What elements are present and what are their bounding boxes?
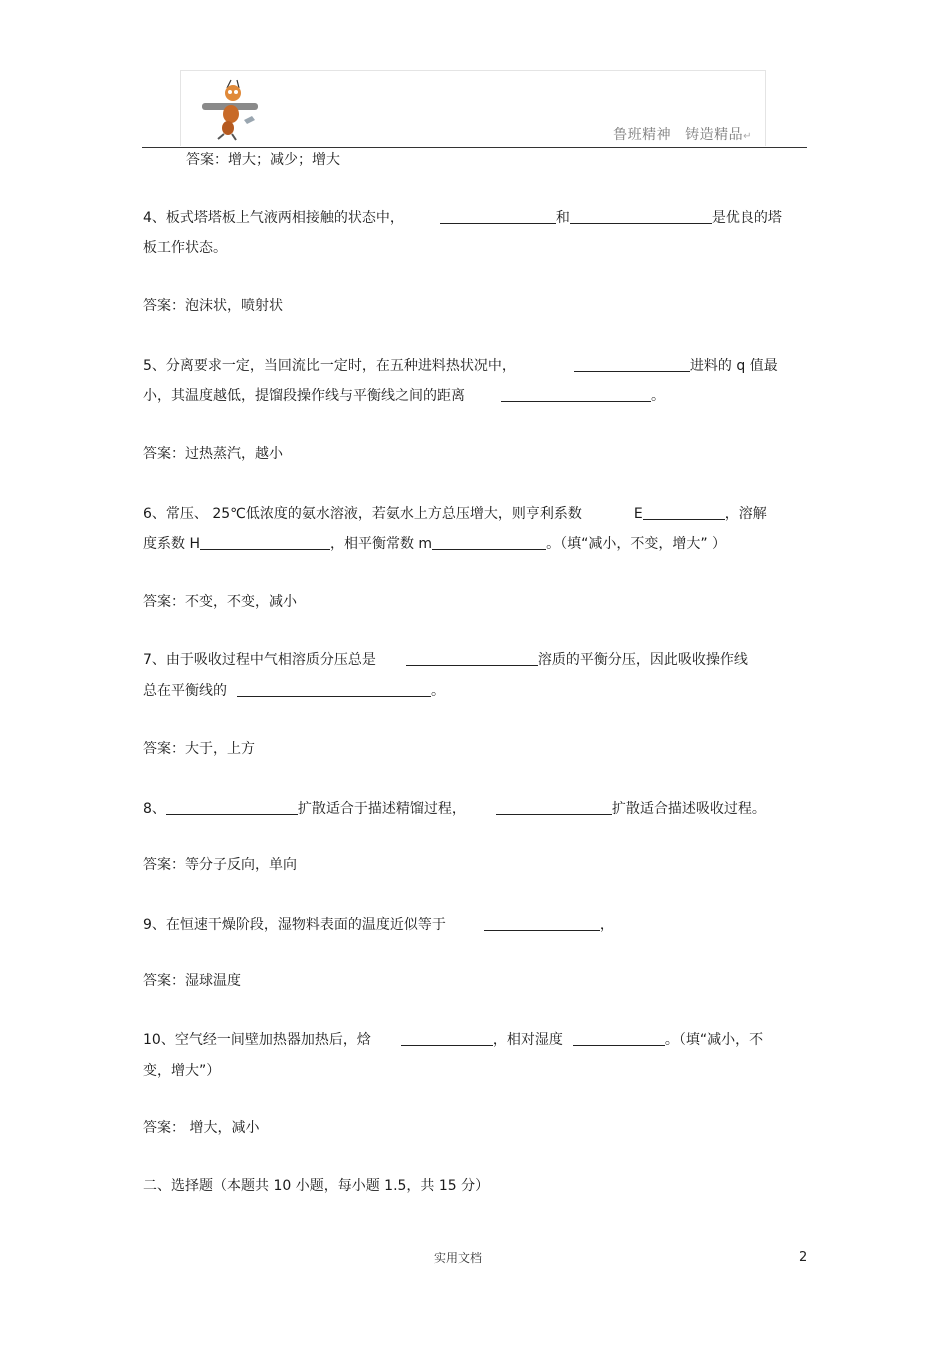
answer-4: 答案：泡沫状，喷射状 [143,298,283,314]
slogan-part-1: 鲁班精神 [613,127,672,143]
slogan-part-2: 铸造精品 [685,127,744,143]
q7-text-b: 溶质的平衡分压，因此吸收操作线 [537,652,748,668]
q10-text-b: ，相对湿度 [492,1032,563,1048]
q5-text-a: 5、分离要求一定，当回流比一定时，在五种进料热状况中， [143,358,516,374]
question-8-line-1 [143,799,766,819]
question-5-line-2 [143,386,665,406]
q7-text-d: 。 [431,683,445,699]
header-rule [142,147,807,148]
q9-text-a: 9、在恒速干燥阶段，湿物料表面的温度近似等于 [143,917,446,933]
question-9-line-1 [143,915,614,935]
q6-text-e: ，相平衡常数 m [329,536,433,552]
q6-blank-1 [643,505,725,520]
q4-text-a: 4、板式塔塔板上气液两相接触的状态中， [143,210,404,226]
return-mark-icon: ↵ [743,131,752,142]
q6-blank-2 [200,535,330,550]
question-7-line-1 [143,650,748,670]
question-4-line-2: 板工作状态。 [143,240,227,256]
answer-10: 答案： 增大，减小 [143,1120,260,1136]
q6-text-a: 6、常压、 25℃低浓度的氨水溶液，若氨水上方总压增大，则亨利系数 [143,506,582,522]
q5-text-b: 进料的 q 值最 [689,358,778,374]
question-7-line-2 [143,681,445,701]
answer-7: 答案：大于，上方 [143,741,255,757]
q8-blank-1 [166,800,298,815]
q10-blank-1 [401,1031,493,1046]
q6-blank-3 [432,535,546,550]
q10-blank-2 [573,1031,665,1046]
section-2-heading: 二、选择题（本题共 10 小题，每小题 1.5，共 15 分） [143,1178,490,1194]
q5-text-c: 小，其温度越低，提馏段操作线与平衡线之间的距离 [143,388,465,404]
q10-text-c: 。（填“减小，不 [664,1032,764,1048]
q6-text-b: E [633,506,643,522]
answer-3: 答案：增大；减少；增大 [186,152,340,168]
q7-blank-2 [237,682,431,697]
q7-blank-1 [406,651,538,666]
q4-blank-1 [440,209,556,224]
q10-text-a: 10、空气经一间壁加热器加热后，焓 [143,1032,371,1048]
footer-label: 实用文档 [434,1251,483,1265]
question-6-line-1 [143,504,767,524]
q6-text-c: ，溶解 [724,506,767,522]
q7-text-c: 总在平衡线的 [143,683,227,699]
q8-text-a: 8、 [143,801,166,817]
answer-9: 答案：湿球温度 [143,973,241,989]
header-slogan [613,124,752,144]
answer-5: 答案：过热蒸汽，越小 [143,446,283,462]
q5-text-d: 。 [651,388,665,404]
answer-6: 答案：不变，不变，减小 [143,594,297,610]
q6-text-d: 度系数 H [143,536,200,552]
q8-text-c: 扩散适合描述吸收过程。 [611,801,766,817]
q5-blank-1 [574,357,690,372]
question-6-line-2 [143,534,726,554]
question-4-line-1 [143,208,782,228]
q5-blank-2 [501,387,651,402]
answer-8: 答案：等分子反向，单向 [143,857,297,873]
q8-text-b: 扩散适合于描述精馏过程， [297,801,466,817]
q4-text-b: 和 [555,210,570,226]
q4-text-c: 是优良的塔 [711,210,782,226]
q6-text-f: 。（填“减小，不变，增大” ） [546,536,727,552]
q8-blank-2 [496,800,612,815]
page-number: 2 [799,1250,808,1265]
question-5-line-1 [143,356,778,376]
ant-mascot-logo [200,76,260,142]
q9-blank-1 [484,916,600,931]
q9-text-b: ， [599,917,614,933]
question-10-line-2: 变，增大”） [143,1063,221,1079]
question-10-line-1 [143,1030,763,1050]
q7-text-a: 7、由于吸收过程中气相溶质分压总是 [143,652,376,668]
q4-blank-2 [570,209,712,224]
